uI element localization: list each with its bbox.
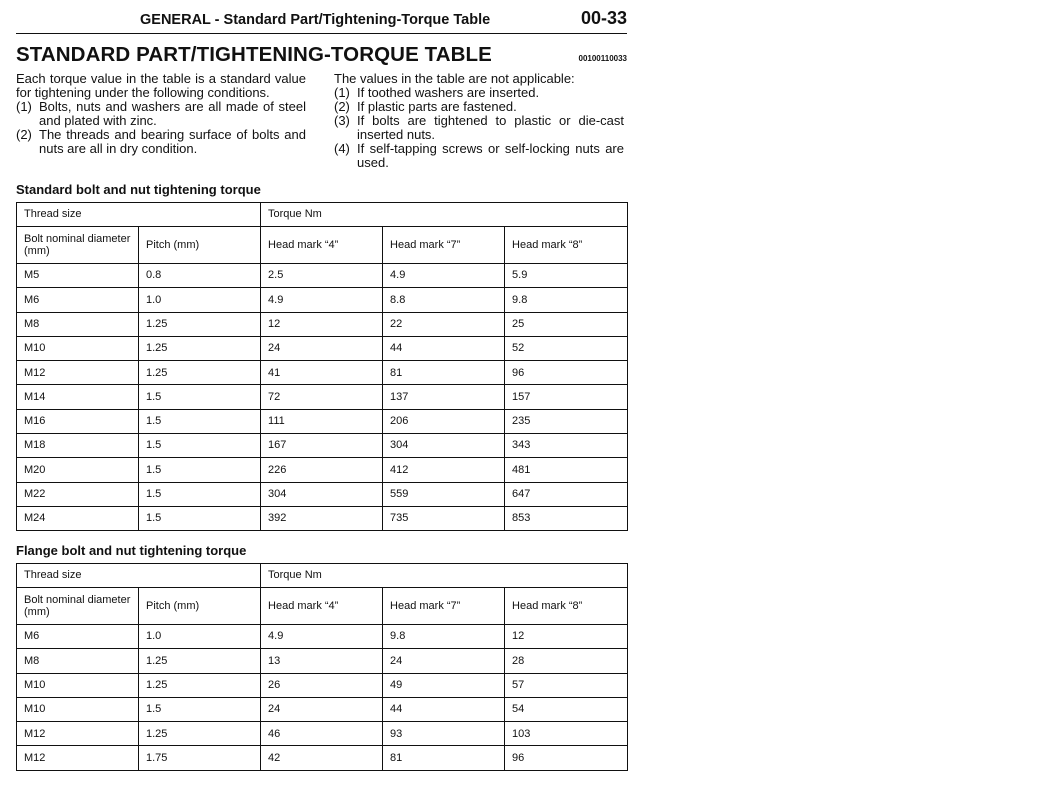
table-cell: 96: [505, 361, 628, 385]
table-cell: M16: [17, 409, 139, 433]
table-cell: 1.5: [139, 409, 261, 433]
page-header: [16, 6, 627, 34]
table-cell: 157: [505, 385, 628, 409]
table-row: [17, 288, 628, 312]
item-text: If toothed washers are inserted.: [357, 85, 540, 100]
table-cell: 481: [505, 458, 628, 482]
table-cell: 1.0: [139, 625, 261, 649]
table-cell: 1.25: [139, 336, 261, 360]
table-row: [17, 506, 628, 530]
table-cell: M12: [17, 722, 139, 746]
item-number: (1): [334, 85, 350, 100]
column-header: Bolt nominal diameter (mm): [17, 588, 139, 625]
table-cell: 24: [261, 336, 383, 360]
table-cell: 57: [505, 673, 628, 697]
table-row: [17, 264, 628, 288]
table-cell: 1.0: [139, 288, 261, 312]
table-row: [17, 336, 628, 360]
column-header-row: [17, 227, 628, 264]
table-cell: 12: [261, 312, 383, 336]
table-row: [17, 482, 628, 506]
item-number: (2): [16, 127, 32, 142]
table-cell: M8: [17, 649, 139, 673]
table-cell: 735: [383, 506, 505, 530]
column-header: Bolt nominal diameter (mm): [17, 227, 139, 264]
exception-item: [334, 86, 624, 100]
table-cell: 1.5: [139, 482, 261, 506]
table-cell: 1.25: [139, 722, 261, 746]
table-cell: 137: [383, 385, 505, 409]
table-cell: 4.9: [261, 288, 383, 312]
table-cell: 41: [261, 361, 383, 385]
table-cell: 42: [261, 746, 383, 770]
table-cell: 1.25: [139, 361, 261, 385]
table-cell: 392: [261, 506, 383, 530]
item-number: (1): [16, 99, 32, 114]
table-cell: 5.9: [505, 264, 628, 288]
table-row: [17, 625, 628, 649]
table-cell: 52: [505, 336, 628, 360]
table-cell: 226: [261, 458, 383, 482]
column-header: Pitch (mm): [139, 588, 261, 625]
table-cell: 1.25: [139, 673, 261, 697]
column-header: Head mark “7”: [383, 588, 505, 625]
page-title: STANDARD PART/TIGHTENING-TORQUE TABLE: [16, 43, 492, 66]
table-cell: M10: [17, 336, 139, 360]
table-cell: 22: [383, 312, 505, 336]
table-cell: 96: [505, 746, 628, 770]
table-cell: M12: [17, 746, 139, 770]
exception-item: [334, 100, 624, 114]
table-cell: M24: [17, 506, 139, 530]
table-cell: M22: [17, 482, 139, 506]
item-number: (3): [334, 113, 350, 128]
table-cell: 206: [383, 409, 505, 433]
table-cell: 103: [505, 722, 628, 746]
table-cell: 46: [261, 722, 383, 746]
column-header: Head mark “4”: [261, 227, 383, 264]
table-cell: 1.25: [139, 649, 261, 673]
item-number: (2): [334, 99, 350, 114]
group-header-row: [17, 203, 628, 227]
page-number: 00-33: [580, 8, 627, 28]
column-header: Pitch (mm): [139, 227, 261, 264]
condition-item: [16, 100, 306, 128]
table-cell: M5: [17, 264, 139, 288]
item-text: If plastic parts are fastened.: [357, 99, 517, 114]
table-cell: 24: [261, 697, 383, 721]
item-text: Bolts, nuts and washers are all made of steel and plated with zinc.: [39, 99, 306, 128]
thread-size-header: Thread size: [17, 203, 261, 227]
table-cell: M10: [17, 697, 139, 721]
exceptions-intro: The values in the table are not applicable:: [334, 71, 575, 86]
table-cell: 2.5: [261, 264, 383, 288]
table-cell: 49: [383, 673, 505, 697]
table-cell: 8.8: [383, 288, 505, 312]
table-cell: 1.75: [139, 746, 261, 770]
table-cell: 4.9: [383, 264, 505, 288]
exception-item: [334, 142, 624, 170]
table-cell: 1.5: [139, 506, 261, 530]
table-cell: M6: [17, 288, 139, 312]
table-cell: 167: [261, 434, 383, 458]
table-cell: 26: [261, 673, 383, 697]
standard-torque-table: [16, 202, 628, 531]
column-header-row: [17, 588, 628, 625]
table-cell: 1.5: [139, 697, 261, 721]
table-cell: 647: [505, 482, 628, 506]
table-cell: 111: [261, 409, 383, 433]
table-cell: 304: [383, 434, 505, 458]
table-row: [17, 434, 628, 458]
table-cell: 81: [383, 746, 505, 770]
table-cell: 28: [505, 649, 628, 673]
table-cell: 13: [261, 649, 383, 673]
table-cell: 9.8: [383, 625, 505, 649]
header-section-title: GENERAL - Standard Part/Tightening-Torque Table: [140, 12, 491, 28]
table-row: [17, 746, 628, 770]
conditions-intro: Each torque value in the table is a standard value for tightening under the following conditions.: [16, 71, 306, 100]
table-cell: 1.5: [139, 434, 261, 458]
table-cell: M10: [17, 673, 139, 697]
table-cell: 81: [383, 361, 505, 385]
table-row: [17, 649, 628, 673]
table-row: [17, 312, 628, 336]
table-cell: M6: [17, 625, 139, 649]
table-cell: 853: [505, 506, 628, 530]
condition-item: [16, 128, 306, 156]
flange-torque-table: [16, 563, 628, 771]
table-cell: 54: [505, 697, 628, 721]
item-text: If bolts are tightened to plastic or die-cast inserted nuts.: [357, 113, 624, 142]
table-cell: 44: [383, 697, 505, 721]
table-cell: 412: [383, 458, 505, 482]
table-cell: M20: [17, 458, 139, 482]
column-header: Head mark “8”: [505, 588, 628, 625]
table-cell: 25: [505, 312, 628, 336]
exception-item: [334, 114, 624, 142]
column-header: Head mark “8”: [505, 227, 628, 264]
table-cell: 24: [383, 649, 505, 673]
table-cell: 4.9: [261, 625, 383, 649]
table-cell: 559: [383, 482, 505, 506]
table-cell: 72: [261, 385, 383, 409]
conditions-column: [16, 72, 306, 156]
table-cell: 9.8: [505, 288, 628, 312]
table-cell: 12: [505, 625, 628, 649]
item-number: (4): [334, 141, 350, 156]
item-text: If self-tapping screws or self-locking nuts are used.: [357, 141, 624, 170]
exceptions-column: [334, 72, 624, 170]
column-header: Head mark “7”: [383, 227, 505, 264]
table-cell: M18: [17, 434, 139, 458]
torque-header: Torque Nm: [261, 203, 628, 227]
table-cell: M12: [17, 361, 139, 385]
table-row: [17, 361, 628, 385]
table-row: [17, 409, 628, 433]
flange-torque-heading: Flange bolt and nut tightening torque: [16, 543, 247, 558]
table-row: [17, 697, 628, 721]
document-id: 00100110033: [578, 54, 627, 63]
table-cell: 93: [383, 722, 505, 746]
item-text: The threads and bearing surface of bolts and nuts are all in dry condition.: [39, 127, 306, 156]
table-cell: 343: [505, 434, 628, 458]
table-cell: 304: [261, 482, 383, 506]
table-cell: 44: [383, 336, 505, 360]
table-cell: 1.25: [139, 312, 261, 336]
group-header-row: [17, 564, 628, 588]
table-cell: 1.5: [139, 385, 261, 409]
table-row: [17, 385, 628, 409]
table-cell: 235: [505, 409, 628, 433]
table-row: [17, 722, 628, 746]
standard-torque-heading: Standard bolt and nut tightening torque: [16, 182, 261, 197]
thread-size-header: Thread size: [17, 564, 261, 588]
table-cell: 0.8: [139, 264, 261, 288]
table-row: [17, 673, 628, 697]
table-row: [17, 458, 628, 482]
torque-header: Torque Nm: [261, 564, 628, 588]
table-cell: 1.5: [139, 458, 261, 482]
column-header: Head mark “4”: [261, 588, 383, 625]
table-cell: M14: [17, 385, 139, 409]
table-cell: M8: [17, 312, 139, 336]
